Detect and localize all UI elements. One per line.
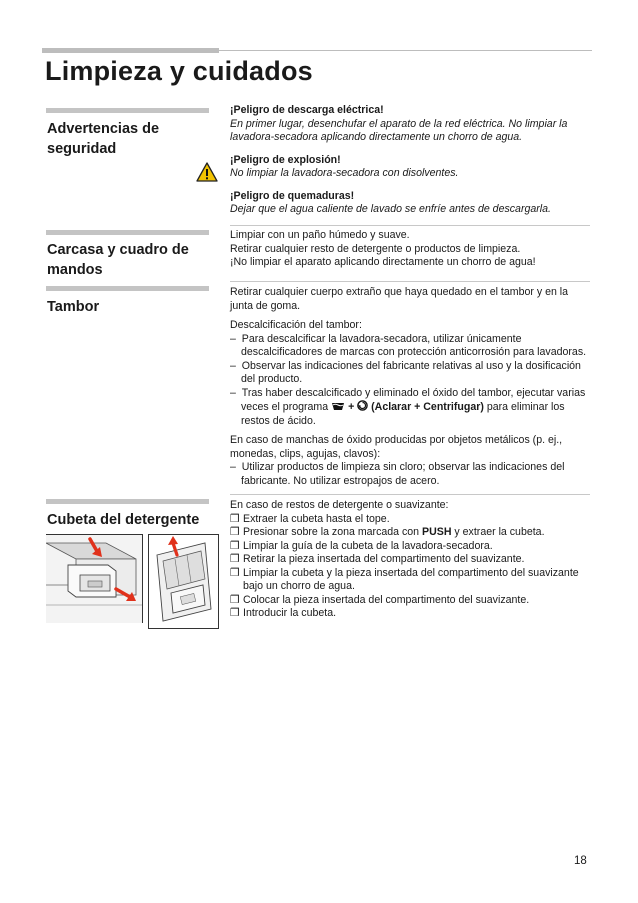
carcasa-content [230,229,592,270]
descalcificacion-item-text: Para descalcificar la lavadora-secadora, utilizar únicamente descalcificadores de marcas con protección anticorrosión para lavadoras. [241,332,587,358]
warning-triangle-icon [196,162,218,182]
program-name: (Aclarar + Centrifugar) [371,401,484,413]
page-title: Limpieza y cuidados [45,56,313,86]
cubeta-step [230,607,592,621]
carcasa-line: ¡No limpiar el aparato aplicando directamente un chorro de agua! [230,256,536,268]
cubeta-intro: En caso de restos de detergente o suavizante: [230,499,449,511]
cubeta-step [230,553,592,567]
section-heading-advertencias: Advertencias de seguridad [47,121,160,157]
warning-text: Dejar que el agua caliente de lavado se enfríe antes de descargarla. [230,203,551,215]
section-rule-carcasa [230,225,590,226]
cubeta-step-text: Retirar la pieza insertada del compartimento del suavizante. [243,553,525,565]
detergent-drawer-pull-illustration [46,534,143,623]
cubeta-step-text: Introducir la cubeta. [243,607,337,619]
warning-title: ¡Peligro de explosión! [230,153,341,166]
section-bar-carcasa [46,230,209,235]
section-heading-tambor: Tambor [47,299,100,315]
cubeta-step-text: Limpiar la guía de la cubeta de la lavadora-secadora. [243,539,493,552]
cubeta-step-text: y extraer la cubeta. [454,526,545,538]
rinse-program-icon [331,401,345,413]
cubeta-content [230,499,592,621]
section-heading-carcasa: Carcasa y cuadro de mandos [47,242,189,278]
warning-title: ¡Peligro de quemaduras! [230,189,355,202]
descalcificacion-intro: Descalcificación del tambor: [230,319,362,331]
checkbox-bullet-icon: ❒ [230,512,240,525]
oxido-intro: En caso de manchas de óxido producidas por objetos metálicos (p. ej., monedas, clips, agujas, clavos): [230,434,563,460]
cubeta-step [230,594,592,608]
checkbox-bullet-icon: ❒ [230,593,240,606]
section-bar-cubeta [46,499,209,504]
cubeta-step-text: Limpiar la cubeta y la pieza insertada del compartimento del suavizante bajo un chorro de agua. [243,566,579,592]
tambor-content [230,286,592,488]
spin-program-icon [357,401,368,413]
tambor-paragraph: Retirar cualquier cuerpo extraño que haya quedado en el tambor y en la junta de goma. [230,286,569,312]
cubeta-step [230,567,592,594]
detergent-drawer-insert-illustration [148,534,219,629]
cubeta-step [230,526,592,540]
warning-text: No limpiar la lavadora-secadora con disolventes. [230,167,459,179]
section-rule-cubeta [230,494,590,495]
cubeta-step [230,540,592,554]
section-rule-tambor [230,281,590,282]
cubeta-step [230,513,592,527]
warning-title: ¡Peligro de descarga eléctrica! [230,104,384,116]
oxido-item-text: Utilizar productos de limpieza sin cloro; observar las indicaciones del fabricante. No utilizar estropajos de acero. [241,461,565,487]
section-heading-cubeta: Cubeta del detergente [47,512,200,528]
descalcificacion-item: – Tras haber descalcificado y eliminado el óxido del tambor, ejecutar varias veces el programa + (Aclarar + Centrifugar) para eliminar los restos de ácido. [230,386,586,427]
carcasa-line: Limpiar con un paño húmedo y suave. [230,229,410,241]
push-label: PUSH [422,526,452,538]
descalcificacion-item-text: para eliminar los restos de ácido. [241,401,565,427]
advertencias-content [230,104,592,217]
title-bar-accent [42,48,219,53]
checkbox-bullet-icon: ❒ [230,566,240,579]
checkbox-bullet-icon: ❒ [230,607,240,619]
descalcificacion-item: – Observar las indicaciones del fabricante relativas al uso y la dosificación del producto. [230,359,581,385]
descalcificacion-item-text: Tras haber descalcificado y eliminado el óxido del tambor, ejecutar varias veces el programa [241,386,586,413]
oxido-item: – Utilizar productos de limpieza sin cloro; observar las indicaciones del fabricante. No utilizar estropajos de acero. [230,461,565,487]
cubeta-step-text: Colocar la pieza insertada del compartimento del suavizante. [243,593,530,606]
section-bar-tambor [46,286,209,291]
title-bar-rule [219,50,592,51]
checkbox-bullet-icon: ❒ [230,526,240,538]
descalcificacion-item-text: Observar las indicaciones del fabricante relativas al uso y la dosificación del producto. [241,359,581,385]
section-bar-advertencias [46,108,209,113]
page-number: 18 [574,855,587,867]
carcasa-line: Retirar cualquier resto de detergente o productos de limpieza. [230,242,521,255]
plus-sign: + [348,401,355,413]
cubeta-step-text: Extraer la cubeta hasta el tope. [243,512,390,525]
descalcificacion-item: – Para descalcificar la lavadora-secadora, utilizar únicamente descalcificadores de marcas con protección anticorrosión para lavadoras. [230,332,587,358]
warning-text: En primer lugar, desenchufar el aparato de la red eléctrica. No limpiar la lavadora-secadora aplicando directamente un chorro de agua. [230,117,568,143]
checkbox-bullet-icon: ❒ [230,539,240,552]
checkbox-bullet-icon: ❒ [230,553,240,565]
cubeta-step-text: Presionar sobre la zona marcada con [243,526,420,538]
